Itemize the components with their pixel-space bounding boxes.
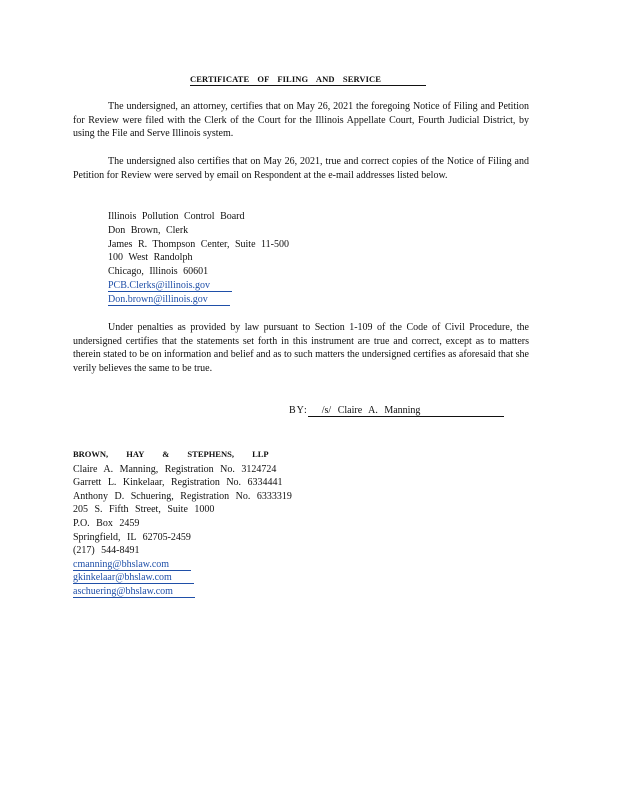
firm-email-link[interactable]: cmanning@bhslaw.com <box>73 559 191 571</box>
service-paragraph-text: The undersigned also certifies that on May 26, 2021, true and correct copies of the Notice of Filing and Petition for Review were served by email on Respondent at the e-mail addresses listed below. <box>73 156 529 181</box>
filing-paragraph-text: The undersigned, an attorney, certifies that on May 26, 2021 the foregoing Notice of Filing and Petition for Review were filed with the Clerk of the Court for the Illinois Appellate Court, Fourth Judicial District, by using the File and Serve Illinois system. <box>73 101 529 140</box>
filing-paragraph <box>73 100 529 141</box>
firm-city: Springfield, IL 62705-2459 <box>73 531 191 543</box>
firm-po-box: P.O. Box 2459 <box>73 517 140 529</box>
attorney-line: Garrett L. Kinkelaar, Registration No. 6334441 <box>73 477 283 489</box>
respondent-clerk: Don Brown, Clerk <box>108 224 189 236</box>
respondent-address-block <box>108 210 289 307</box>
signature-block <box>289 405 504 417</box>
firm-email-link[interactable]: aschuering@bhslaw.com <box>73 586 195 598</box>
respondent-email-link[interactable]: Don.brown@illinois.gov <box>108 294 230 306</box>
respondent-city: Chicago, Illinois 60601 <box>108 266 209 278</box>
signature-line <box>308 405 504 417</box>
firm-name: BROWN, HAY & STEPHENS, LLP <box>73 449 269 459</box>
respondent-street: 100 West Randolph <box>108 252 193 264</box>
attorney-line: Anthony D. Schuering, Registration No. 6333319 <box>73 490 292 502</box>
signer-name: /s/ Claire A. Manning <box>321 405 421 416</box>
firm-block <box>73 448 292 599</box>
certificate-title: CERTIFICATE OF FILING AND SERVICE <box>190 74 426 86</box>
firm-street: 205 S. Fifth Street, Suite 1000 <box>73 504 215 516</box>
firm-email-link[interactable]: gkinkelaar@bhslaw.com <box>73 572 194 584</box>
penalty-paragraph <box>73 321 529 375</box>
service-paragraph <box>73 155 529 182</box>
firm-phone: (217) 544-8491 <box>73 545 140 557</box>
respondent-building: James R. Thompson Center, Suite 11-500 <box>108 238 289 250</box>
respondent-email-link[interactable]: PCB.Clerks@illinois.gov <box>108 280 232 292</box>
by-label: BY: <box>289 405 308 416</box>
attorney-line: Claire A. Manning, Registration No. 3124724 <box>73 463 277 475</box>
penalty-paragraph-text: Under penalties as provided by law pursuant to Section 1-109 of the Code of Civil Procedure, the undersigned certifies that the statements set forth in this instrument are true and correct, except as to matters therein stated to be on information and belief and as to such matters the undersigned certifies as aforesaid that she verily believes the same to be true. <box>73 322 529 374</box>
respondent-agency: Illinois Pollution Control Board <box>108 211 245 222</box>
